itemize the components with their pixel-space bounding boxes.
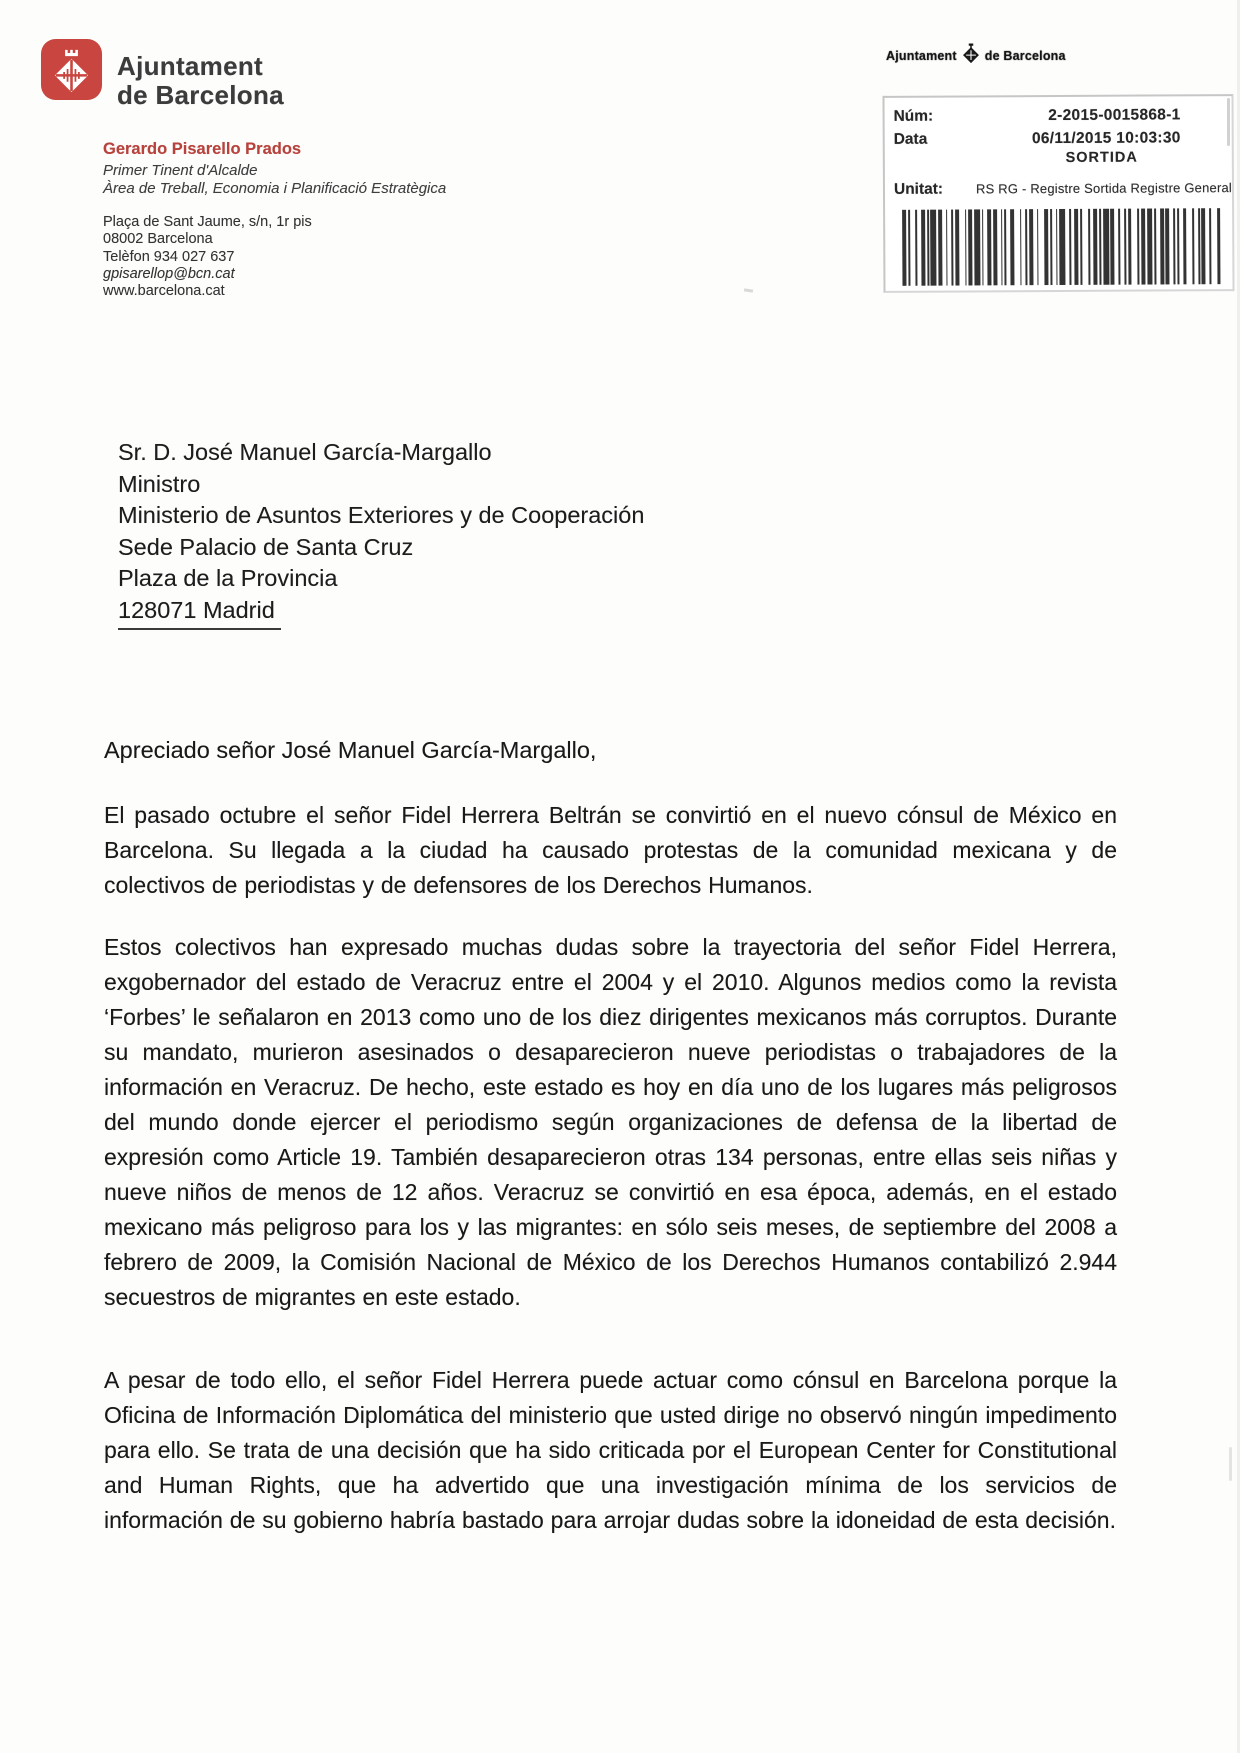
registry-stamp bbox=[882, 94, 1234, 293]
scan-artifact-dash bbox=[744, 288, 753, 292]
sender-block bbox=[103, 140, 446, 197]
sender-area: Àrea de Treball, Economia i Planificació Estratègica bbox=[103, 179, 447, 197]
sender-postal-city: 08002 Barcelona bbox=[103, 231, 213, 248]
stamp-mini-logo bbox=[886, 42, 1066, 69]
recipient-street: Plaza de la Provincia bbox=[118, 565, 338, 592]
code128-barcode-icon bbox=[902, 208, 1222, 286]
recipient-city-underlined: 128071 Madrid bbox=[118, 595, 281, 630]
paragraph-1: El pasado octubre el señor Fidel Herrera Beltrán se convirtió en el nuevo cónsul de México en Barcelona. Su llegada a la ciudad ha causado protestas de la comunidad mexicana y de colectivos de periodistas y de defensores de los Derechos Humanos. bbox=[104, 802, 1117, 898]
scan-artifact-line bbox=[1227, 98, 1230, 146]
org-name-line2: de Barcelona bbox=[117, 80, 284, 110]
paragraph-3: A pesar de todo ello, el señor Fidel Herrera puede actuar como cónsul en Barcelona porque la Oficina de Información Diplomática del ministerio que usted dirige no observó ningún impedimento para ello. Se trata de una decisión que ha sido criticada por el European Center for Constitutional and Human Rights, que ha advertido que una investigación mínima de los servicios de información de su gobierno habría bastado para arrojar dudas sobre la idoneidad de esta decisión. bbox=[104, 1367, 1117, 1533]
salutation: Apreciado señor José Manuel García-Margallo, bbox=[104, 737, 597, 763]
recipient-ministry: Ministerio de Asuntos Exteriores y de Cooperación bbox=[118, 502, 645, 529]
stamp-num-label: Núm: bbox=[893, 107, 934, 125]
stamp-unit-value: RS RG - Registre Sortida Registre General bbox=[975, 180, 1233, 197]
sender-phone: Telèfon 934 027 637 bbox=[103, 248, 235, 265]
sender-name: Gerardo Pisarello Prados bbox=[103, 140, 302, 158]
paragraph-2: Estos colectivos han expresado muchas dudas sobre la trayectoria del señor Fidel Herrera, exgobernador del estado de Veracruz entre el 2004 y el 2010. Algunos medios como la revista ‘Forbes’ le señalaron en 2013 como uno de los diez dirigentes mexicanos más corruptos. Durante su mandato, murieron asesinados o desaparecieron nueve periodistas o trabajadores de la información en Veracruz. De hecho, este estado es hoy en día uno de los lugares más peligrosos del mundo donde ejercer el periodismo según organizaciones de defensa de la libertad de expresión como Article 19. También desaparecieron otras 134 personas, entre ellas seis niñas y nueve niños de menos de 12 años. Veracruz se convirtió en esa época, además, en el estado mexicano más peligroso para los y las migrantes: en sólo seis meses, de septiembre del 2008 a febrero de 2009, la Comisión Nacional de México de los Derechos Humanos contabilizó 2.944 secuestros de migrantes en este estado. bbox=[104, 934, 1117, 1310]
org-name bbox=[117, 52, 284, 110]
org-name-line1: Ajuntament bbox=[117, 51, 263, 81]
stamp-mini-logo-left: Ajuntament bbox=[886, 48, 957, 63]
recipient-building: Sede Palacio de Santa Cruz bbox=[118, 533, 414, 560]
recipient-address-block bbox=[118, 437, 644, 630]
scan-artifact-line bbox=[1229, 1447, 1232, 1481]
recipient-name: Sr. D. José Manuel García-Margallo bbox=[118, 439, 492, 465]
sender-website: www.barcelona.cat bbox=[103, 283, 225, 300]
stamp-direction: SORTIDA bbox=[1065, 149, 1138, 166]
barcelona-coat-of-arms-icon bbox=[40, 38, 103, 106]
recipient-city bbox=[118, 595, 644, 630]
barcelona-shield-icon bbox=[962, 42, 980, 69]
stamp-unit-label: Unitat: bbox=[893, 180, 944, 198]
stamp-mini-logo-right: de Barcelona bbox=[984, 48, 1066, 63]
sender-title: Primer Tinent d'Alcalde bbox=[103, 162, 258, 179]
recipient-role: Ministro bbox=[118, 470, 201, 497]
stamp-date-row bbox=[894, 126, 1232, 151]
sender-email: gpisarellop@bcn.cat bbox=[103, 265, 235, 282]
sender-street: Plaça de Sant Jaume, s/n, 1r pis bbox=[103, 214, 312, 230]
sender-contact-block bbox=[103, 214, 312, 300]
stamp-num-row bbox=[894, 103, 1232, 128]
stamp-unit-row bbox=[894, 179, 1232, 199]
stamp-num-value: 2-2015-0015868-1 bbox=[1048, 105, 1181, 124]
stamp-date-value: 06/11/2015 10:03:30 bbox=[1031, 128, 1181, 147]
stamp-date-label: Data bbox=[893, 130, 928, 148]
